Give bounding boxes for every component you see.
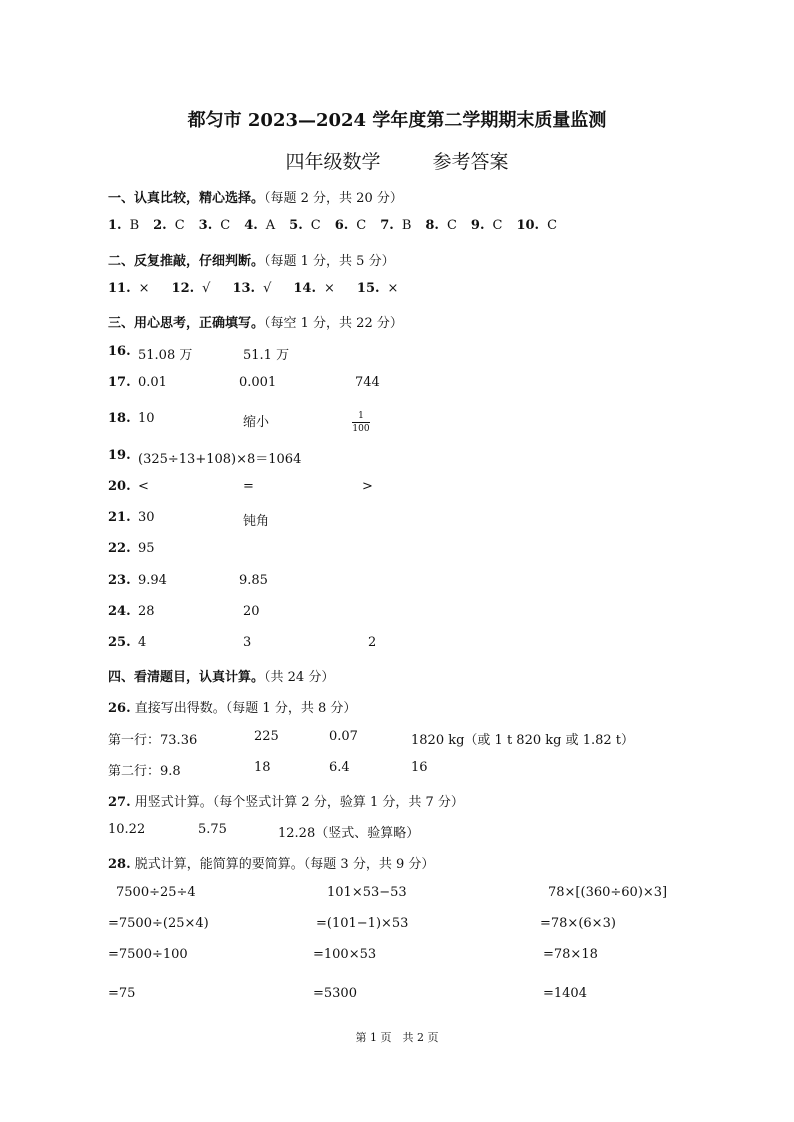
q28-col1-line4: =75 [108, 986, 136, 1001]
q17-answer-a: 0.01 [138, 375, 167, 390]
q26-row1-d: 1820 kg（或 1 t 820 kg 或 1.82 t） [411, 733, 635, 748]
choice-answer-number: 10. [516, 218, 540, 233]
q17-answer-c: 744 [355, 375, 380, 390]
judge-answer-number: 15. [356, 281, 380, 296]
q28-col2-line4: =5300 [313, 986, 357, 1001]
choice-answer-item [199, 218, 231, 233]
choice-answer-item [289, 218, 321, 233]
q18-number: 18. [108, 411, 131, 426]
q28-col3-line2: =78×(6×3) [540, 916, 616, 931]
q25-answer-a: 4 [138, 635, 147, 650]
q28-heading: 28. 脱式计算，能简算的要简算。（每题 3 分，共 9 分） [108, 857, 435, 872]
q28-col1-line2: =7500÷(25×4) [108, 916, 209, 931]
choice-answer-number: 7. [380, 218, 394, 233]
judge-answer-number: 14. [293, 281, 316, 296]
section-4-heading: 四、看清题目，认真计算。（共 24 分） [108, 670, 335, 685]
q19-answer: (325÷13+108)×8＝1064 [138, 452, 302, 467]
choice-answer-item [380, 218, 411, 233]
choice-answer-item [153, 218, 185, 233]
q21-answer-b: 钝角 [243, 514, 270, 529]
choice-answer-answer: C [220, 218, 231, 233]
q20-answer-b: = [243, 479, 254, 494]
choice-answer-number: 8. [425, 218, 439, 233]
judge-answer-item [357, 281, 399, 296]
section-2-heading: 二、反复推敲，仔细判断。（每题 1 分，共 5 分） [108, 254, 395, 269]
q26-row2-d: 16 [411, 760, 428, 775]
choice-answer-item [108, 218, 139, 233]
choice-answer-item [471, 218, 503, 233]
judge-answer-answer: × [324, 281, 335, 296]
subtitle-subject: 四年级数学 [285, 151, 381, 173]
q17-answer-b: 0.001 [239, 375, 277, 390]
q25-answer-b: 3 [243, 635, 252, 650]
q26-row2-label: 第二行：9.8 [108, 764, 181, 779]
q26-row1-b: 225 [254, 729, 279, 744]
choice-answer-answer: A [265, 218, 276, 233]
q28-col2-line3: =100×53 [313, 947, 377, 962]
q27-answer-b: 5.75 [198, 822, 227, 837]
q28-col1-line3: =7500÷100 [108, 947, 188, 962]
q16-answer-b: 51.1 万 [243, 348, 290, 363]
page-footer: 第 1 页 共 2 页 [355, 1031, 439, 1044]
q18-answer-b: 缩小 [243, 415, 270, 430]
q26-row2-b: 18 [254, 760, 271, 775]
q26-row2-c: 6.4 [329, 760, 350, 775]
q24-number: 24. [108, 604, 131, 619]
q27-answer-c: 12.28（竖式、验算略） [278, 826, 420, 841]
judge-answer-number: 12. [171, 281, 195, 296]
choice-answer-answer: C [547, 218, 558, 233]
choice-answer-answer: C [492, 218, 503, 233]
choice-answer-item [244, 218, 275, 233]
choice-answer-answer: C [356, 218, 367, 233]
q22-answer: 95 [138, 541, 155, 556]
q24-answer-a: 28 [138, 604, 155, 619]
q18-answer-fraction: $\frac{1}{100}$ [352, 411, 370, 434]
section-1-heading: 一、认真比较，精心选择。（每题 2 分，共 20 分） [108, 191, 403, 206]
q28-col3-line1: 78×[(360÷60)×3] [548, 885, 668, 900]
subtitle-answer-key: 参考答案 [432, 151, 509, 173]
judge-answer-answer: × [387, 281, 399, 296]
q28-col2-line2: =(101−1)×53 [316, 916, 409, 931]
choice-answer-number: 6. [334, 218, 349, 233]
choice-answer-answer: C [310, 218, 321, 233]
q28-col3-line3: =78×18 [543, 947, 598, 962]
choice-answer-number: 5. [289, 218, 303, 233]
q26-heading: 26. 直接写出得数。（每题 1 分，共 8 分） [108, 701, 357, 716]
q26-row1-c: 0.07 [329, 729, 358, 744]
q20-answer-c: > [362, 479, 373, 494]
q21-answer-a: 30 [138, 510, 155, 525]
q20-number: 20. [108, 479, 131, 494]
q28-col3-line4: =1404 [543, 986, 587, 1001]
document-title: 都匀市 2023—2024 学年度第二学期期末质量监测 [187, 110, 607, 131]
judge-answer-item [232, 281, 271, 296]
q19-number: 19. [108, 448, 131, 463]
q23-number: 23. [108, 573, 131, 588]
q24-answer-b: 20 [243, 604, 260, 619]
section-3-heading: 三、用心思考，正确填写。（每空 1 分，共 22 分） [108, 316, 403, 331]
q23-answer-a: 9.94 [138, 573, 167, 588]
q16-number: 16. [108, 344, 131, 359]
judge-answers-row [108, 281, 420, 296]
choice-answer-answer: B [401, 218, 412, 233]
q25-answer-c: 2 [368, 635, 377, 650]
choice-answer-number: 3. [198, 218, 213, 233]
choice-answer-number: 4. [244, 218, 258, 233]
q28-col1-line1: 7500÷25÷4 [116, 885, 196, 900]
choice-answer-item [335, 218, 367, 233]
q28-col2-line1: 101×53−53 [327, 885, 407, 900]
judge-answer-answer: √ [263, 281, 272, 296]
judge-answer-answer: × [138, 281, 150, 296]
judge-answer-item [172, 281, 211, 296]
choice-answer-item [516, 218, 557, 233]
choice-answer-answer: C [446, 218, 457, 233]
q16-answer-a: 51.08 万 [138, 348, 193, 363]
judge-answer-item [293, 281, 335, 296]
q22-number: 22. [108, 541, 131, 556]
judge-answer-item [108, 281, 150, 296]
q25-number: 25. [108, 635, 131, 650]
q20-answer-a: < [138, 479, 149, 494]
judge-answer-number: 13. [232, 281, 256, 296]
q27-answer-a: 10.22 [108, 822, 146, 837]
judge-answer-answer: √ [202, 281, 211, 296]
choice-answer-number: 9. [470, 218, 485, 233]
judge-answer-number: 11. [108, 281, 131, 296]
q26-row1-label: 第一行：73.36 [108, 733, 198, 748]
q23-answer-b: 9.85 [239, 573, 268, 588]
q18-answer-a: 10 [138, 411, 155, 426]
choice-answers-row [108, 218, 571, 233]
choice-answer-answer: B [129, 218, 140, 233]
q27-heading: 27. 用竖式计算。（每个竖式计算 2 分，验算 1 分，共 7 分） [108, 795, 464, 810]
document-subtitle [0, 147, 794, 174]
choice-answer-answer: C [174, 218, 185, 233]
q21-number: 21. [108, 510, 131, 525]
choice-answer-item [425, 218, 457, 233]
q17-number: 17. [108, 375, 131, 390]
choice-answer-number: 1. [108, 218, 122, 233]
choice-answer-number: 2. [153, 218, 167, 233]
